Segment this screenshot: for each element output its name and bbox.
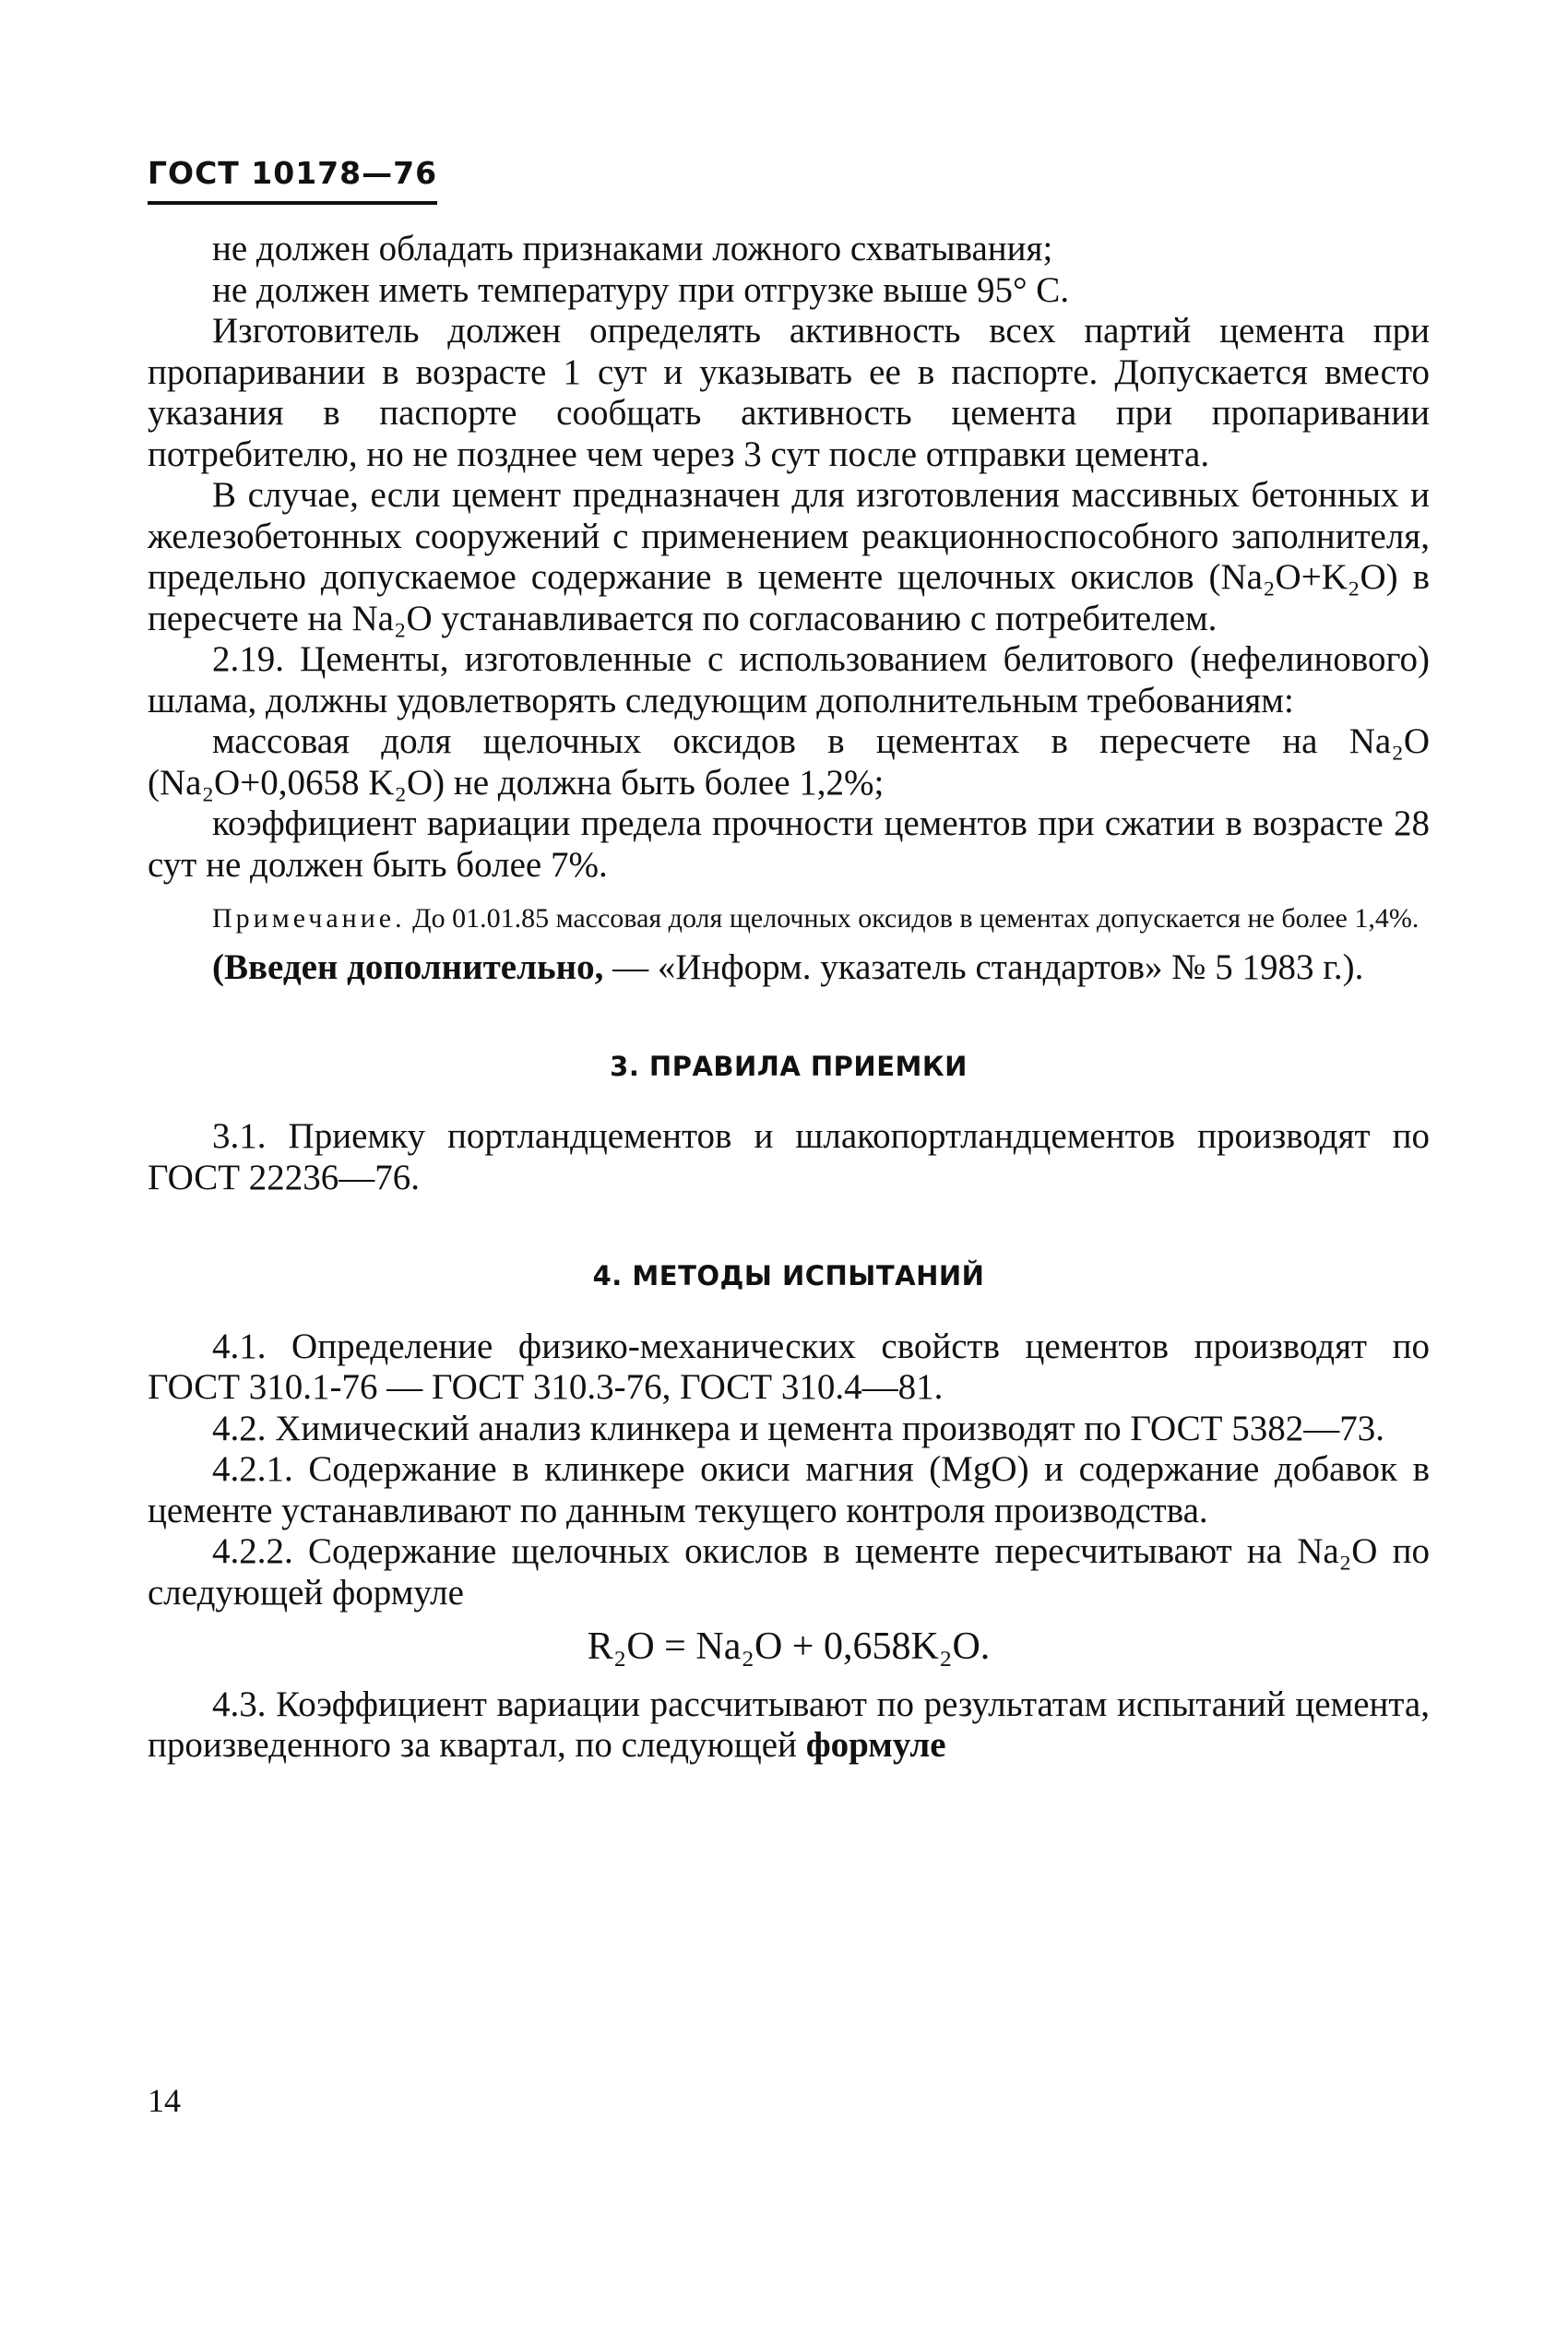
- paragraph-4: В случае, если цемент предназначен для изготовления массивных бетонных и железобетонных сооружений с применением реакционноспособного заполнителя, предельно допускаемое содержание в цементе щелочных окислов (Na₂O+K₂O) в пересчете на Na₂O устанавливается по согласованию с потребителем.: [148, 475, 1430, 638]
- formula-r2o: R₂O = Na₂O + 0,658K₂O.: [587, 1625, 991, 1668]
- introduced-remark: [148, 947, 1430, 989]
- document-header: ГОСТ 10178—76: [148, 155, 438, 191]
- clause-4-3-bold: формуле: [805, 1725, 946, 1765]
- clause-3-1: 3.1. Приемку портландцементов и шлакопортландцементов производят по ГОСТ 22236—76.: [148, 1116, 1430, 1197]
- introduced-bold: (Введен дополнительно,: [212, 947, 604, 987]
- clause-4-3-text: 4.3. Коэффициент вариации рассчитывают по результатам испытаний цемента, произведенного за квартал, по следующей: [148, 1684, 1430, 1765]
- paragraph-2: не должен иметь температуру при отгрузке выше 95° С.: [212, 269, 1070, 310]
- clause-4-2-1: 4.2.1. Содержание в клинкере окиси магния (MgO) и содержание добавок в цементе устанавливают по данным текущего контроля производства.: [148, 1449, 1430, 1530]
- clause-4-3: [148, 1684, 1430, 1767]
- header-rule: [148, 201, 437, 205]
- paragraph-3: Изготовитель должен определять активность всех партий цемента при пропаривании в возрасте 1 сут и указывать ее в паспорте. Допускается вместо указания в паспорте сообщать активность цемента при пропаривании потребителю, но не позднее чем через 3 сут после отправки цемента.: [148, 311, 1430, 474]
- paragraph-1: не должен обладать признаками ложного схватывания;: [212, 229, 1053, 268]
- note-text: До 01.01.85 массовая доля щелочных оксидов в цементах допускается не более 1,4%.: [405, 903, 1420, 934]
- introduced-text: — «Информ. указатель стандартов» № 5 1983 г.).: [603, 947, 1364, 987]
- section-4-title: 4. МЕТОДЫ ИСПЫТАНИЙ: [592, 1260, 985, 1291]
- clause-4-2: 4.2. Химический анализ клинкера и цемента производят по ГОСТ 5382—73.: [212, 1408, 1384, 1448]
- paragraph-6: массовая доля щелочных оксидов в цементах в пересчете на Na₂O (Na₂O+0,0658 K₂O) не должна быть более 1,2%;: [148, 721, 1430, 803]
- section-3-title: 3. ПРАВИЛА ПРИЕМКИ: [610, 1050, 968, 1082]
- clause-4-2-2: 4.2.2. Содержание щелочных окислов в цементе пересчитывают на Na₂O по следующей формуле: [148, 1531, 1430, 1613]
- note: [148, 902, 1430, 934]
- paragraph-7: коэффициент вариации предела прочности цементов при сжатии в возрасте 28 сут не должен быть более 7%.: [148, 803, 1430, 885]
- clause-2-19: 2.19. Цементы, изготовленные с использованием белитового (нефелинового) шлама, должны удовлетворять следующим дополнительным требованиям:: [148, 639, 1430, 720]
- clause-4-1: 4.1. Определение физико-механических свойств цементов производят по ГОСТ 310.1-76 — ГОСТ 310.3-76, ГОСТ 310.4—81.: [148, 1326, 1430, 1407]
- note-label: Примечание.: [212, 903, 406, 934]
- document-body: [148, 229, 1430, 1767]
- page-number: 14: [148, 2082, 181, 2119]
